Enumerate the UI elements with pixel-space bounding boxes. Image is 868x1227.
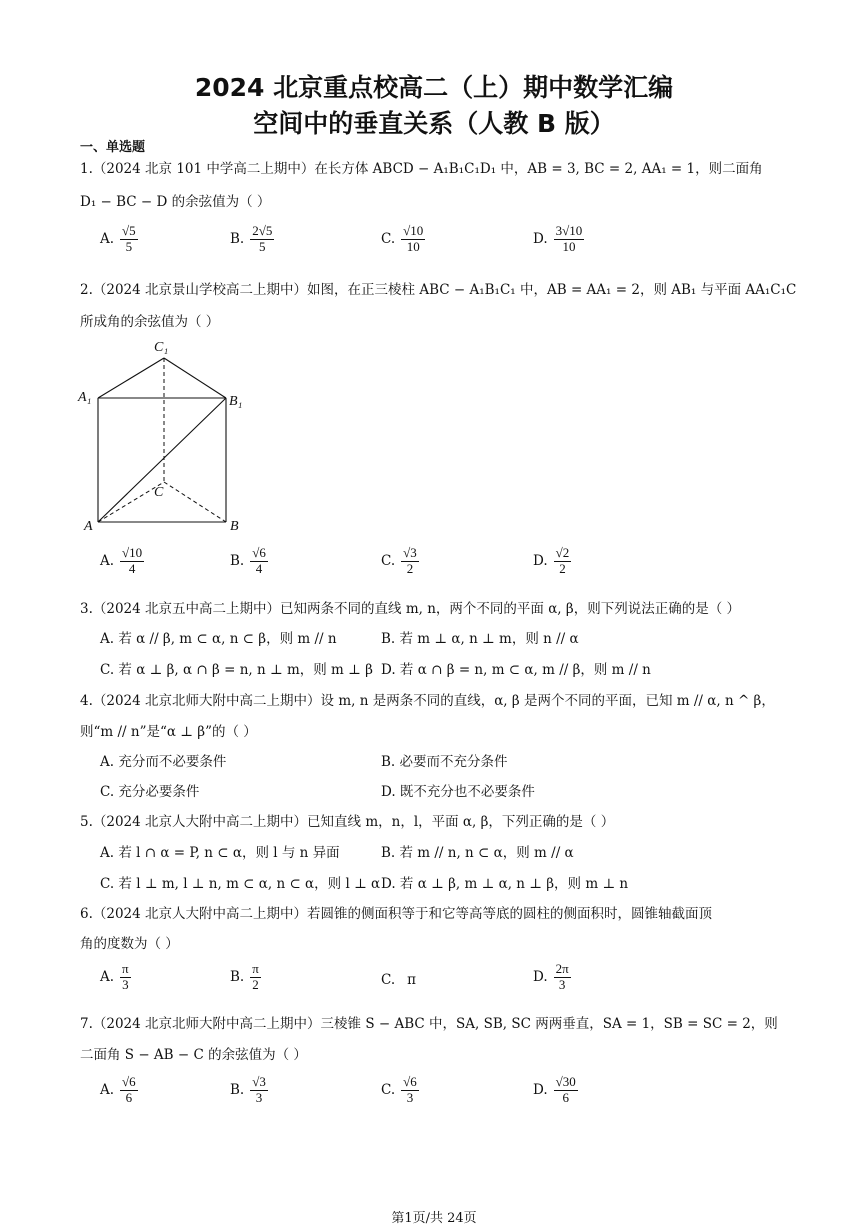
q2-option-d: D. $\frac{√2}{2}$ [533, 545, 570, 576]
q2-option-c: C. $\frac{√3}{2}$ [381, 545, 417, 576]
q5-option-c: C. 若 l ⊥ m, l ⊥ n, m ⊂ α, n ⊂ α，则 l ⊥ α [100, 876, 381, 892]
question-4-line2: 则“m // n”是“α ⊥ β”的（ ） [80, 724, 257, 740]
q3-option-c: C. 若 α ⊥ β, α ∩ β = n, n ⊥ m，则 m ⊥ β [100, 662, 373, 678]
label-b: B [230, 519, 239, 534]
question-1-line2: D₁ − BC − D 的余弦值为（ ） [80, 194, 271, 210]
q3-option-d: D. 若 α ∩ β = n, m ⊂ α, m // β，则 m // n [381, 662, 651, 678]
question-6-line1: 6.（2024 北京人大附中高二上期中）若圆锥的侧面积等于和它等高等底的圆柱的侧面积时，圆锥轴截面顶 [80, 906, 713, 922]
q7-option-c: C. $\frac{√6}{3}$ [381, 1074, 417, 1105]
q7-option-a: A. $\frac{√6}{6}$ [100, 1074, 136, 1105]
q6-option-c: C. π [381, 972, 417, 988]
question-7-line1: 7.（2024 北京北师大附中高二上期中）三棱锥 S − ABC 中，SA, SB, SC 两两垂直，SA = 1，SB = SC = 2，则 [80, 1016, 778, 1032]
question-1-line1: 1.（2024 北京 101 中学高二上期中）在长方体 ABCD − A₁B₁C₁D₁ 中，AB = 3, BC = 2, AA₁ = 1，则二面角 [80, 161, 763, 177]
page-footer: 第1页/共 24页 [391, 1211, 477, 1226]
q5-option-d: D. 若 α ⊥ β, m ⊥ α, n ⊥ β，则 m ⊥ n [381, 876, 629, 892]
q5-option-a: A. 若 l ∩ α = P, n ⊂ α，则 l 与 n 异面 [100, 845, 340, 861]
question-5-line1: 5.（2024 北京人大附中高二上期中）已知直线 m，n，l，平面 α, β，下列正确的是（ ） [80, 814, 615, 830]
q1-option-d: D. $\frac{3√10}{10}$ [533, 223, 583, 254]
section-heading: 一、单选题 [80, 140, 146, 155]
question-4-line1: 4.（2024 北京北师大附中高二上期中）设 m, n 是两条不同的直线，α, β 是两个不同的平面，已知 m // α, n ^ β， [80, 693, 775, 709]
question-6-line2: 角的度数为（ ） [80, 936, 179, 952]
q6-option-a: A. $\frac{\pi}{3}$ [100, 961, 129, 992]
q1-option-c: C. $\frac{√10}{10}$ [381, 223, 424, 254]
page-title-line1: 2024 北京重点校高二（上）期中数学汇编 [194, 73, 674, 102]
q2-option-a: A. $\frac{√10}{4}$ [100, 545, 143, 576]
label-b1: B₁ [229, 394, 243, 409]
q4-option-c: C. 充分必要条件 [100, 784, 200, 800]
q6-option-b: B. $\frac{\pi}{2}$ [230, 961, 259, 992]
q4-option-a: A. 充分而不必要条件 [100, 754, 227, 770]
label-c: C [154, 485, 164, 500]
q1-option-a: A. $\frac{√5}{5}$ [100, 223, 136, 254]
label-a: A [84, 519, 93, 534]
q5-option-b: B. 若 m // n, n ⊂ α，则 m // α [381, 845, 574, 861]
question-7-line2: 二面角 S − AB − C 的余弦值为（ ） [80, 1047, 307, 1063]
question-2-line2: 所成角的余弦值为（ ） [80, 314, 220, 330]
question-2-line1: 2.（2024 北京景山学校高二上期中）如图，在正三棱柱 ABC − A₁B₁C₁ 中，AB = AA₁ = 2，则 AB₁ 与平面 AA₁C₁C [80, 282, 797, 298]
q2-option-b: B. $\frac{√6}{4}$ [230, 545, 266, 576]
label-c1: C₁ [154, 340, 169, 355]
q3-option-b: B. 若 m ⊥ α, n ⊥ m，则 n // α [381, 631, 579, 647]
q7-option-d: D. $\frac{√30}{6}$ [533, 1074, 576, 1105]
prism-figure [76, 334, 256, 540]
page-title-line2: 空间中的垂直关系（人教 B 版） [253, 109, 615, 138]
question-3-line1: 3.（2024 北京五中高二上期中）已知两条不同的直线 m, n，两个不同的平面 α, β，则下列说法正确的是（ ） [80, 601, 740, 617]
q3-option-a: A. 若 α // β, m ⊂ α, n ⊂ β，则 m // n [100, 631, 337, 647]
q6-option-d: D. $\frac{2\pi}{3}$ [533, 961, 569, 992]
label-a1: A₁ [78, 390, 92, 405]
q7-option-b: B. $\frac{√3}{3}$ [230, 1074, 266, 1105]
q4-option-d: D. 既不充分也不必要条件 [381, 784, 535, 800]
q4-option-b: B. 必要而不充分条件 [381, 754, 508, 770]
q1-option-b: B. $\frac{2√5}{5}$ [230, 223, 273, 254]
